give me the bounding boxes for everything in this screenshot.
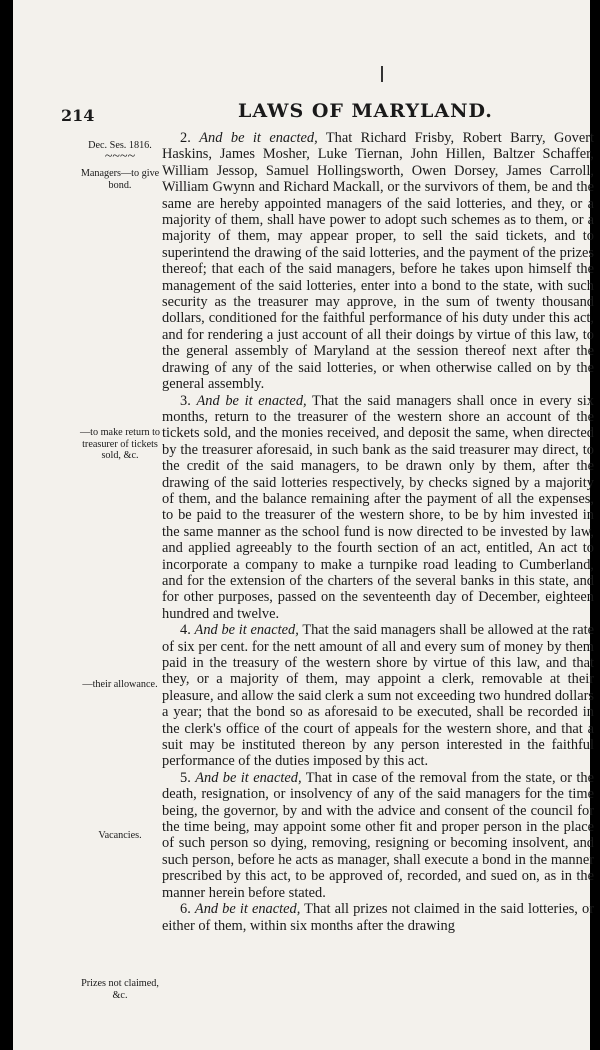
section-6: [162, 901, 594, 934]
section-number: 6.: [180, 901, 191, 918]
ornament-swash-icon: ~~~~: [104, 148, 136, 164]
margin-note-session: [79, 140, 161, 162]
section-number: 4.: [180, 622, 191, 639]
section-2: [162, 130, 594, 393]
section-5: [162, 770, 594, 901]
running-title: LAWS OF MARYLAND.: [238, 100, 493, 122]
margin-note-managers: Managers—to give bond.: [80, 168, 160, 191]
margin-note-return: —to make return to treasurer of tickets sold, &c.: [79, 427, 161, 462]
section-text: That Richard Frisby, Robert Barry, Govert Haskins, James Mosher, Luke Tiernan, John Hillen, Baltzer Schaffer, William Jessop, Samuel Hollingsworth, Owen Dorsey, James Carroll, William Gwynn and Richard Mackall, or the survivors of them, be and the same are hereby appointed managers of the said lotteries, and they, or a majority of them, shall have power to adopt such schemes as to them, or a majority of them, may appear proper, to sell the said tickets, and to superintend the drawing of the said lotteries, and the payment of the prizes thereof; that each of the said managers, before he takes upon himself the management of the said lotteries, enter into a bond to the state, with such security as the treasurer may approve, in the sum of twenty thousand dollars, conditioned for the faithful performance of his duty under this act, and for rendering a just account of all their doings by virtue of this law, to the general assembly of Maryland at the session thereof next after the drawing of any of the said lotteries, or when otherwise called on by the general assembly.: [162, 130, 595, 393]
section-text: That all prizes not claimed in the said lotteries, or either of them, within six months after the drawing: [162, 901, 594, 934]
enacting-clause: And be it enacted,: [194, 901, 301, 918]
section-number: 3.: [180, 392, 191, 409]
section-text: That in case of the removal from the state, or the death, resignation, or insolvency of any of the said managers for the time being, the governor, by and with the advice and consent of the council for the time being, may appoint some other fit and proper person in the place of such person so dying, removing, resigning or becoming insolvent, and such person, before he acts as manager, shall execute a bond in the manner prescribed by this act, to be approved of, recorded, and sued on, as in the manner herein before stated.: [162, 769, 594, 901]
margin-note-text: Dec. Ses. 1816.: [88, 140, 152, 151]
margin-note-vacancies: Vacancies.: [98, 830, 142, 841]
section-number: 2.: [180, 130, 191, 146]
top-printer-mark: [381, 66, 383, 82]
section-3: [162, 393, 594, 623]
margin-note-allowance: —their allowance.: [82, 679, 158, 690]
body-text: [162, 130, 594, 934]
enacting-clause: And be it enacted,: [196, 392, 307, 409]
enacting-clause: And be it enacted,: [199, 130, 318, 146]
enacting-clause: And be it enacted,: [195, 769, 302, 786]
enacting-clause: And be it enacted,: [194, 622, 299, 639]
margin-note-prizes: Prizes not claimed, &c.: [81, 978, 159, 1001]
section-text: That the said managers shall once in every six months, return to the treasurer of the western shore an account of the tickets sold, and the monies received, and deposit the same, when directed by the treasurer aforesaid, in such bank as the said treasurer may direct, to the credit of the said managers, to be drawn only by them, after the drawing of the said lotteries respectively, by checks signed by a majority of them, and the balance remaining after the payment of all the expenses, to be paid to the treasurer of the western shore, to be by him invested in the same manner as the school fund is now directed to be invested by law, and applied agreeably to the fourth section of an act, entitled, An act to incorporate a company to make a turnpike road leading to Cumberland, and for the extension of the charters of the several banks in this state, and for other purposes, passed on the seventeenth day of December, eighteen hundred and twelve.: [162, 392, 595, 622]
page-number: 214: [61, 106, 95, 125]
section-4: [162, 622, 594, 770]
section-number: 5.: [180, 769, 191, 786]
document-page: [13, 0, 595, 1050]
section-text: That the said managers shall be allowed at the rate of six per cent. for the nett amount of all and every sum of money by them paid in the treasury of the western shore by virtue of this law, and that they, or a majority of them, may appoint a clerk, removable at their pleasure, and allow the said clerk a sum not exceeding two hundred dollars a year; that the bond so as aforesaid to be executed, shall be recorded in the clerk's office of the court of appeals for the western shore, and that a suit may be instituted thereon by any person interested in the faithful performance of the duties imposed by this act.: [162, 622, 594, 770]
